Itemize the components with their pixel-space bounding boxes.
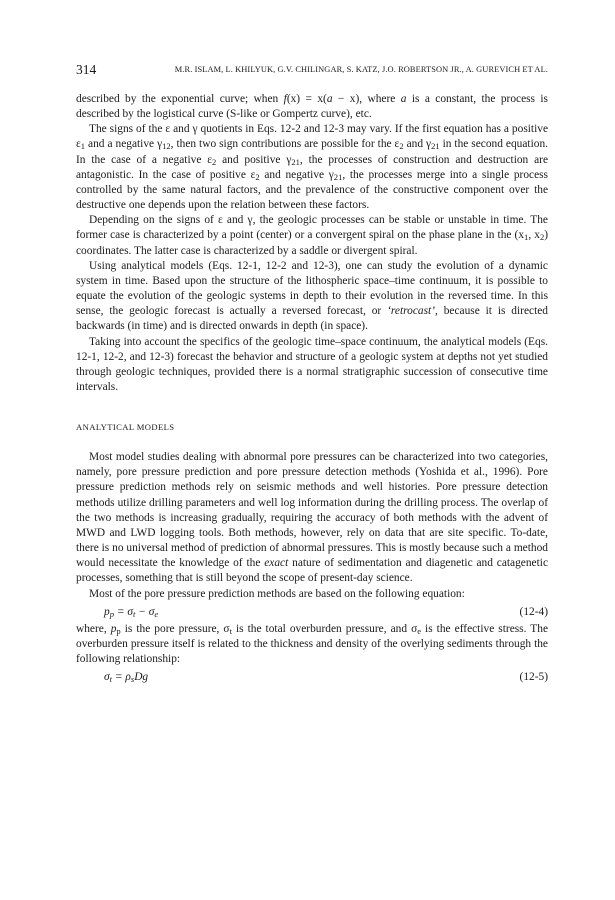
paragraph-2: The signs of the ε and γ quotients in Eqs. 12-2 and 12-3 may vary. If the first equation has a positive $\varepsilon_1$ and a negative $\gamma_{12}$, then two sign contributions are possible for the $\varepsilon_2$ and $\gamma_{21}$ in the second equation. In the case of a negative $\varepsilon_2$ and positive $\gamma_{21}$, the processes of construction and destruction are antagonistic. In the case of positive $\varepsilon_2$ and negative $\gamma_{21}$, the processes merge into a single process controlled by the same natural factors, and the prevalence of the constructive component over the destructive one depends upon the relation between these factors. [76,123,548,212]
paragraph-7: Most of the pore pressure prediction methods are based on the following equation: [89,587,465,600]
equation-number: (12-4) [519,605,548,618]
equation-12-5 [76,667,548,687]
paragraph-4: Using analytical models (Eqs. 12-1, 12-2 and 12-3), one can study the evolution of a dynamic system in time. Based upon the structure of the lithospheric space–time continuum, it is possible to equate the evolution of the geologic systems in depth to their evolution in the reversed time. In this sense, the geologic forecast is actually a reversed forecast, or ‘retrocast’, because it is directed backwards (in time) and is directed onwards in depth (in space). [76,259,548,333]
equation-12-4 [76,602,548,622]
paragraph-8: where, $p_p$ is the pore pressure, $\sigma_t$ is the total overburden pressure, and $\sigma_e$ is the effective stress. The overburden pressure itself is related to the thickness and density of the overlying sediments through the following relationship: [76,622,548,665]
paragraph-6: Most model studies dealing with abnormal pore pressures can be characterized into two categories, namely, pore pressure prediction and pore pressure detection methods (Yoshida et al., 1996). Pore pressure prediction methods rely on seismic methods and well histories. Pore pressure detection methods utilize drilling parameters and well log information during the drilling process. The overlap of the two methods is increasing gradually, requiring the accuracy of both methods with the advent of MWD and LWD logging tools. Both methods, however, rely on data that are site specific. To-date, there is no universal method of prediction of abnormal pressures. This is mostly because such a method would necessitate the knowledge of the exact nature of sedimentation and diagenetic and catagenetic processes, something that is still beyond the scope of present-day science. [76,451,548,585]
equation-number: (12-5) [519,671,548,684]
body-text [76,92,548,687]
page-number: 314 [76,62,97,77]
paragraph-3: Depending on the signs of ε and γ, the geologic processes can be stable or unstable in time. The former case is characterized by a point (center) or a convergent spiral on the phase plane in the ($x_1$, $x_2$) coordinates. The latter case is characterized by a saddle or divergent spiral. [76,214,548,257]
section-heading: ANALYTICAL MODELS [76,422,175,433]
equation-12-5-body: $\sigma_t = \rho_sDg$ [104,671,149,685]
running-head: M.R. ISLAM, L. KHILYUK, G.V. CHILINGAR, S. KATZ, J.O. ROBERTSON JR., A. GUREVICH ET AL. [174,65,548,74]
equation-12-4-body: $p_p = \sigma_t - \sigma_e$ [104,605,159,619]
paragraph-5: Taking into account the specifics of the geologic time–space continuum, the analytical models (Eqs. 12-1, 12-2, and 12-3) forecast the behavior and structure of a geologic system at depths not yet studied through geologic techniques, provided there is a normal stratigraphic succession of consecutive time intervals. [76,335,548,393]
page-header [76,62,548,78]
paragraph-1: described by the exponential curve; when f(x) = x(a − x), where a is a constant, the process is described by the logistical curve (S-like or Gompertz curve), etc. [76,93,548,121]
